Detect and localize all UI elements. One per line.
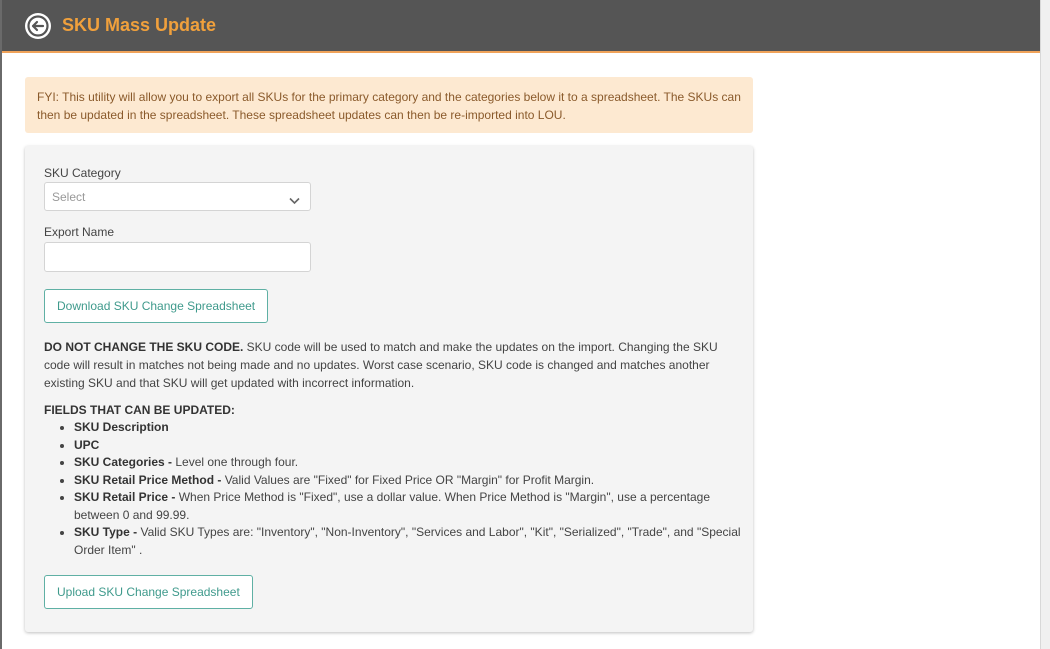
- page-title: SKU Mass Update: [62, 15, 217, 35]
- page-header: [2, 0, 1040, 53]
- field-name: SKU Categories -: [74, 455, 173, 469]
- field-name: SKU Type -: [74, 525, 138, 539]
- list-item: [74, 437, 744, 455]
- list-item: [74, 524, 744, 559]
- field-name: SKU Retail Price Method -: [74, 472, 222, 487]
- export-name-input[interactable]: [44, 242, 311, 272]
- field-description: Valid SKU Types are: "Inventory", "Non-Inventory", "Services and Labor", "Kit", "Serialized", "Trade", and "Special Order Item" .: [74, 525, 741, 557]
- export-form-card: [25, 146, 753, 632]
- field-name: UPC: [74, 437, 100, 452]
- warning-text: SKU code will be used to match and make the updates on the import. Changing the SKU code will result in matches not being made and no updates. Worst case scenario, SKU code is changed and matches another existing SKU and that SKU will get updated with incorrect information.: [44, 340, 718, 390]
- chevron-down-icon: [289, 192, 300, 210]
- window-scrollbar-gutter: [1040, 0, 1050, 649]
- warning-heading: DO NOT CHANGE THE SKU CODE.: [44, 340, 244, 354]
- window-left-border: [0, 0, 2, 649]
- arrow-left-circle-icon[interactable]: [25, 13, 51, 39]
- export-name-label: Export Name: [44, 225, 115, 239]
- field-name: SKU Retail Price -: [74, 490, 176, 504]
- field-description: Level one through four.: [172, 455, 299, 469]
- sku-category-select[interactable]: [44, 182, 311, 211]
- updatable-fields-title: FIELDS THAT CAN BE UPDATED:: [44, 403, 235, 417]
- sku-code-warning: [44, 338, 734, 392]
- list-item: [74, 419, 744, 437]
- field-name: SKU Description: [74, 420, 169, 434]
- updatable-fields-list: [44, 419, 744, 559]
- list-item: [74, 454, 744, 472]
- sku-category-selected-value: Select: [52, 190, 86, 204]
- list-item: [74, 489, 744, 524]
- download-spreadsheet-button[interactable]: Download SKU Change Spreadsheet: [44, 289, 268, 323]
- fyi-notice: FYI: This utility will allow you to export all SKUs for the primary category and the categories below it to a spreadsheet. The SKUs can then be updated in the spreadsheet. These spreadsheet updates can then be re-imported into LOU.: [25, 77, 753, 133]
- list-item: [74, 472, 744, 490]
- sku-category-label: SKU Category: [44, 166, 121, 180]
- field-description: Valid Values are "Fixed" for Fixed Price OR "Margin" for Profit Margin.: [221, 472, 595, 487]
- upload-spreadsheet-button[interactable]: Upload SKU Change Spreadsheet: [44, 575, 253, 609]
- field-description: When Price Method is "Fixed", use a dollar value. When Price Method is "Margin", use a percentage between 0 and 99.99.: [74, 490, 711, 522]
